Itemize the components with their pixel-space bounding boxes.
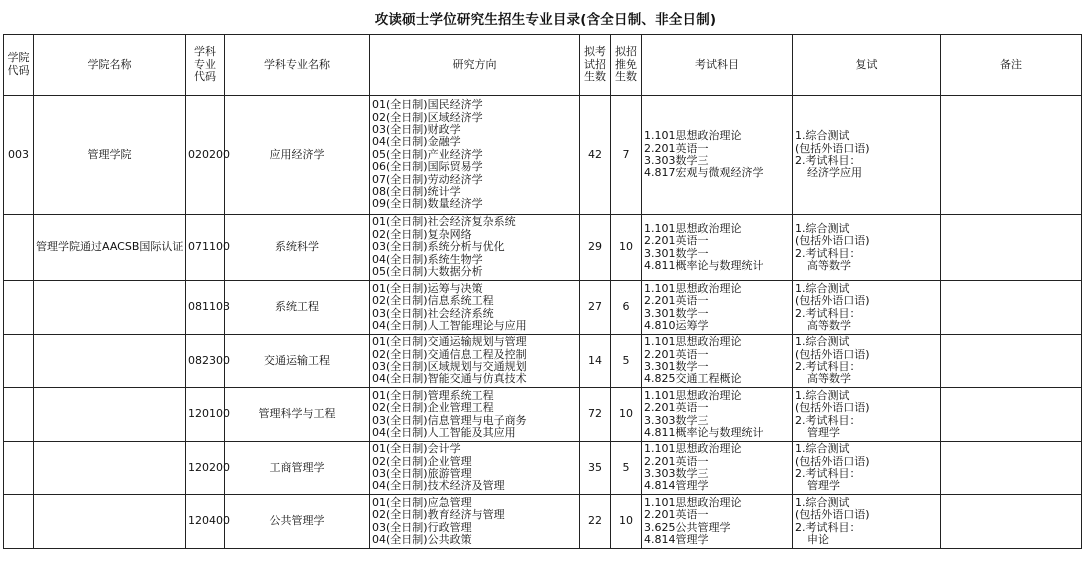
- remarks-cell: [941, 495, 1082, 549]
- exam-subjects-cell: 1.101思想政治理论 2.201英语一 3.303数学三 4.817宏观与微观经济学: [642, 96, 793, 215]
- subject-name-cell: 交通运输工程: [225, 335, 370, 388]
- research-direction-cell: 01(全日制)社会经济复杂系统 02(全日制)复杂网络 03(全日制)系统分析与优化 04(全日制)系统生物学 05(全日制)大数据分析: [370, 215, 580, 281]
- exempt-quota-cell: 10: [611, 388, 642, 442]
- exam-subjects-cell: 1.101思想政治理论 2.201英语一 3.301数学一 4.811概率论与数理统计: [642, 215, 793, 281]
- remarks-cell: [941, 215, 1082, 281]
- college-code-cell: [4, 335, 34, 388]
- subject-name-cell: 管理科学与工程: [225, 388, 370, 442]
- subject-name-cell: 工商管理学: [225, 442, 370, 495]
- subject-code-cell: 120100: [186, 388, 225, 442]
- retest-cell: 1.综合测试 (包括外语口语) 2.考试科目： 管理学: [793, 388, 941, 442]
- table-row: [4, 215, 1082, 281]
- remarks-cell: [941, 281, 1082, 335]
- exam-subjects-cell: 1.101思想政治理论 2.201英语一 3.303数学三 4.814管理学: [642, 442, 793, 495]
- table-row: [4, 388, 1082, 442]
- college-name-cell: [34, 335, 186, 388]
- exam-subjects-cell: 1.101思想政治理论 2.201英语一 3.301数学一 4.810运筹学: [642, 281, 793, 335]
- subject-code-cell: 020200: [186, 96, 225, 215]
- college-name-cell: [34, 281, 186, 335]
- research-direction-cell: 01(全日制)应急管理 02(全日制)教育经济与管理 03(全日制)行政管理 04(全日制)公共政策: [370, 495, 580, 549]
- remarks-cell: [941, 335, 1082, 388]
- exempt-quota-cell: 10: [611, 495, 642, 549]
- header-row: [4, 35, 1082, 96]
- header-exempt-quota: 拟招 推免 生数: [611, 35, 642, 96]
- header-retest: 复试: [793, 35, 941, 96]
- subject-name-cell: 公共管理学: [225, 495, 370, 549]
- exempt-quota-cell: 10: [611, 215, 642, 281]
- header-subject-name: 学科专业名称: [225, 35, 370, 96]
- exam-quota-cell: 72: [580, 388, 611, 442]
- research-direction-cell: 01(全日制)会计学 02(全日制)企业管理 03(全日制)旅游管理 04(全日制)技术经济及管理: [370, 442, 580, 495]
- exam-quota-cell: 42: [580, 96, 611, 215]
- retest-cell: 1.综合测试 (包括外语口语) 2.考试科目： 经济学应用: [793, 96, 941, 215]
- college-name-cell: [34, 442, 186, 495]
- retest-cell: 1.综合测试 (包括外语口语) 2.考试科目： 管理学: [793, 442, 941, 495]
- college-code-cell: [4, 215, 34, 281]
- table-row: [4, 495, 1082, 549]
- table-row: [4, 96, 1082, 215]
- research-direction-cell: 01(全日制)国民经济学 02(全日制)区域经济学 03(全日制)财政学 04(全日制)金融学 05(全日制)产业经济学 06(全日制)国际贸易学 07(全日制)劳动经济学 08(全日制)统计学 09(全日制)数量经济学: [370, 96, 580, 215]
- header-exam-quota: 拟考 试招 生数: [580, 35, 611, 96]
- remarks-cell: [941, 388, 1082, 442]
- college-code-cell: [4, 495, 34, 549]
- table-row: [4, 335, 1082, 388]
- subject-code-cell: 081103: [186, 281, 225, 335]
- subject-name-cell: 系统科学: [225, 215, 370, 281]
- header-remarks: 备注: [941, 35, 1082, 96]
- exam-quota-cell: 35: [580, 442, 611, 495]
- subject-code-cell: 120200: [186, 442, 225, 495]
- exam-quota-cell: 27: [580, 281, 611, 335]
- subject-code-cell: 120400: [186, 495, 225, 549]
- research-direction-cell: 01(全日制)运筹与决策 02(全日制)信息系统工程 03(全日制)社会经济系统 04(全日制)人工智能理论与应用: [370, 281, 580, 335]
- exam-subjects-cell: 1.101思想政治理论 2.201英语一 3.303数学三 4.811概率论与数理统计: [642, 388, 793, 442]
- subject-code-cell: 071100: [186, 215, 225, 281]
- exam-quota-cell: 22: [580, 495, 611, 549]
- retest-cell: 1.综合测试 (包括外语口语) 2.考试科目： 申论: [793, 495, 941, 549]
- subject-name-cell: 应用经济学: [225, 96, 370, 215]
- college-code-cell: [4, 281, 34, 335]
- exempt-quota-cell: 5: [611, 442, 642, 495]
- college-name-cell: 管理学院: [34, 96, 186, 215]
- retest-cell: 1.综合测试 (包括外语口语) 2.考试科目： 高等数学: [793, 335, 941, 388]
- header-college-code: 学院 代码: [4, 35, 34, 96]
- exempt-quota-cell: 5: [611, 335, 642, 388]
- program-catalog-table: [3, 34, 1082, 549]
- exam-quota-cell: 29: [580, 215, 611, 281]
- college-name-cell: [34, 388, 186, 442]
- college-code-cell: [4, 388, 34, 442]
- subject-name-cell: 系统工程: [225, 281, 370, 335]
- college-code-cell: 003: [4, 96, 34, 215]
- exam-subjects-cell: 1.101思想政治理论 2.201英语一 3.625公共管理学 4.814管理学: [642, 495, 793, 549]
- remarks-cell: [941, 96, 1082, 215]
- exempt-quota-cell: 7: [611, 96, 642, 215]
- table-row: [4, 442, 1082, 495]
- page-title: 攻读硕士学位研究生招生专业目录(含全日制、非全日制): [374, 12, 717, 28]
- subject-code-cell: 082300: [186, 335, 225, 388]
- exam-subjects-cell: 1.101思想政治理论 2.201英语一 3.301数学一 4.825交通工程概论: [642, 335, 793, 388]
- header-research-direction: 研究方向: [370, 35, 580, 96]
- remarks-cell: [941, 442, 1082, 495]
- header-college-name: 学院名称: [34, 35, 186, 96]
- exam-quota-cell: 14: [580, 335, 611, 388]
- research-direction-cell: 01(全日制)交通运输规划与管理 02(全日制)交通信息工程及控制 03(全日制)区域规划与交通规划 04(全日制)智能交通与仿真技术: [370, 335, 580, 388]
- retest-cell: 1.综合测试 (包括外语口语) 2.考试科目： 高等数学: [793, 215, 941, 281]
- exempt-quota-cell: 6: [611, 281, 642, 335]
- retest-cell: 1.综合测试 (包括外语口语) 2.考试科目： 高等数学: [793, 281, 941, 335]
- research-direction-cell: 01(全日制)管理系统工程 02(全日制)企业管理工程 03(全日制)信息管理与电子商务 04(全日制)人工智能及其应用: [370, 388, 580, 442]
- header-subject-code: 学科 专业 代码: [186, 35, 225, 96]
- college-name-cell: 管理学院通过AACSB国际认证: [34, 215, 186, 281]
- header-exam-subjects: 考试科目: [642, 35, 793, 96]
- college-code-cell: [4, 442, 34, 495]
- table-row: [4, 281, 1082, 335]
- college-name-cell: [34, 495, 186, 549]
